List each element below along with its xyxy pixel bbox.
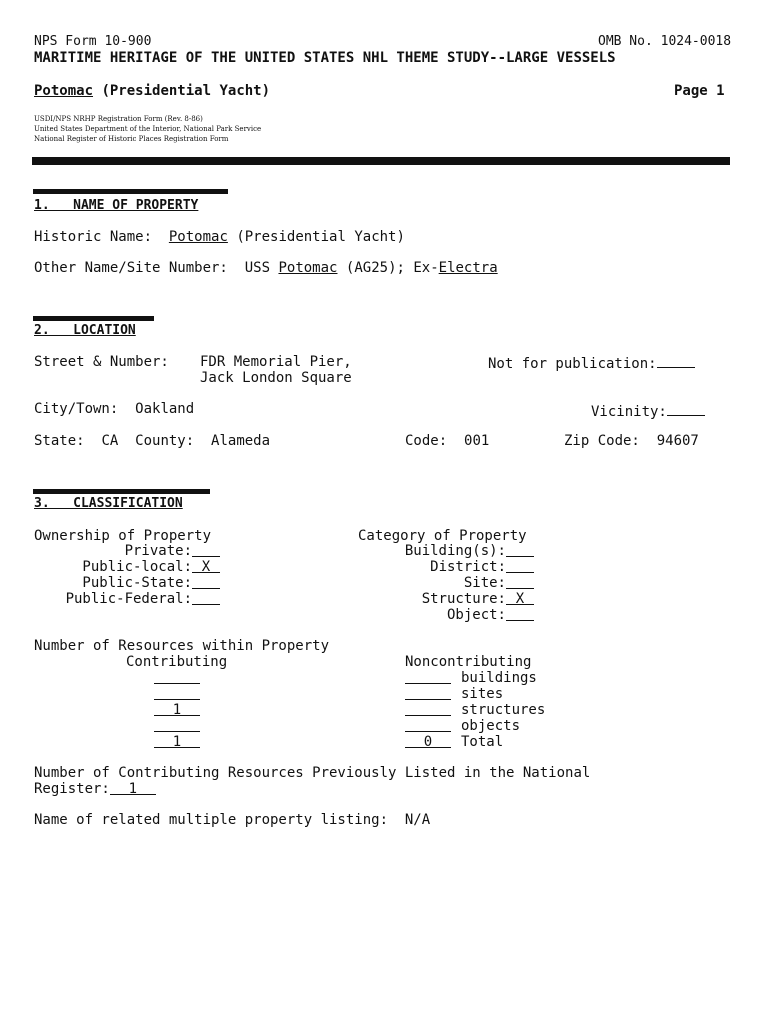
contributing-buildings: [154, 670, 200, 684]
street-line-1: FDR Memorial Pier,: [200, 354, 352, 370]
zip-value: 94607: [656, 433, 699, 449]
vicinity-field: [667, 402, 705, 416]
vicinity-row: [591, 402, 705, 421]
historic-name-value: Potomac: [168, 229, 228, 245]
not-for-publication-row: [488, 354, 695, 373]
agency-line-1: USDI/NPS NRHP Registration Form (Rev. 8-86): [34, 115, 203, 123]
omb-number: OMB No. 1024-0018: [598, 34, 732, 49]
prev-listed-value: 1: [110, 781, 156, 795]
category-building-field: [506, 543, 534, 557]
contributing-objects: [154, 718, 200, 732]
resource-buildings-label: buildings: [461, 670, 537, 686]
contributing-structures: 1: [154, 702, 200, 716]
code-row: [405, 433, 489, 450]
category-structure-label: Structure:: [421, 591, 506, 607]
section-3-title: 3. CLASSIFICATION: [34, 496, 183, 511]
noncontributing-label: Noncontributing: [405, 654, 532, 670]
property-suffix: (Presidential Yacht): [101, 83, 271, 99]
state-value: CA: [101, 433, 119, 449]
resource-sites-label: sites: [461, 686, 504, 702]
ownership-public-state-field: [192, 575, 220, 589]
related-listing-row: [34, 812, 430, 829]
ownership-public-federal-field: [192, 591, 220, 605]
state-label: State:: [34, 433, 85, 449]
related-listing-value: N/A: [404, 812, 431, 828]
code-value: 001: [464, 433, 490, 449]
not-for-publication-label: Not for publication:: [488, 356, 657, 372]
resource-total-label: Total: [461, 734, 504, 750]
contributing-sites: [154, 686, 200, 700]
category-object-label: Object:: [446, 607, 506, 623]
noncontributing-structures: [405, 702, 451, 716]
other-name-ex: Electra: [438, 260, 498, 276]
other-name-value: Potomac: [278, 260, 338, 276]
section-1-title: 1. NAME OF PROPERTY: [34, 198, 199, 213]
section-3-bar: [33, 489, 210, 494]
ownership-public-local-label: Public-local:: [82, 559, 192, 575]
resource-objects-label: objects: [461, 718, 521, 734]
category-site-field: [506, 575, 534, 589]
category-site-label: Site:: [463, 575, 506, 591]
noncontributing-objects: [405, 718, 451, 732]
prev-listed-row: [34, 781, 156, 798]
ownership-public-local-field: X: [192, 559, 220, 573]
ownership-public-federal-label: Public-Federal:: [65, 591, 192, 607]
state-row: [34, 433, 270, 450]
other-name-mid: (AG25); Ex-: [345, 260, 439, 276]
ownership-public-state-label: Public-State:: [82, 575, 192, 591]
prev-listed-label: Register:: [34, 781, 110, 797]
agency-line-3: National Register of Historic Places Registration Form: [34, 135, 229, 143]
historic-name-label: Historic Name:: [34, 229, 153, 245]
study-title: MARITIME HERITAGE OF THE UNITED STATES NHL THEME STUDY--LARGE VESSELS: [34, 50, 616, 66]
contributing-total: 1: [154, 734, 200, 748]
property-name: Potomac: [34, 83, 94, 99]
street-label: Street & Number:: [34, 354, 169, 370]
ownership-title: Ownership of Property: [34, 528, 212, 544]
other-name-row: [34, 260, 498, 277]
code-label: Code:: [405, 433, 448, 449]
contributing-label: Contributing: [126, 654, 228, 670]
noncontributing-buildings: [405, 670, 451, 684]
category-title: Category of Property: [358, 528, 527, 544]
category-district-label: District:: [430, 559, 506, 575]
city-row: [34, 401, 194, 418]
related-listing-label: Name of related multiple property listing:: [34, 812, 389, 828]
city-label: City/Town:: [34, 401, 119, 417]
other-name-label: Other Name/Site Number:: [34, 260, 228, 276]
zip-label: Zip Code:: [564, 433, 640, 449]
other-name-prefix: USS: [244, 260, 271, 276]
street-line-2: Jack London Square: [200, 370, 352, 386]
category-structure-field: X: [506, 591, 534, 605]
resources-title: Number of Resources within Property: [34, 638, 330, 654]
property-heading: [34, 83, 270, 100]
section-1-bar: [33, 189, 228, 194]
section-2-title: 2. LOCATION: [34, 323, 136, 338]
prev-listed-line-1: Number of Contributing Resources Previously Listed in the National: [34, 765, 591, 781]
zip-row: [564, 433, 699, 450]
page-label: Page 1: [674, 83, 725, 99]
historic-name-suffix: (Presidential Yacht): [236, 229, 405, 245]
category-object-field: [506, 607, 534, 621]
agency-line-2: United States Department of the Interior, National Park Service: [34, 125, 262, 133]
category-district-field: [506, 559, 534, 573]
city-value: Oakland: [135, 401, 195, 417]
section-2-bar: [33, 316, 154, 321]
noncontributing-sites: [405, 686, 451, 700]
form-number: NPS Form 10-900: [34, 34, 152, 49]
category-building-label: Building(s):: [404, 543, 506, 559]
noncontributing-total: 0: [405, 734, 451, 748]
county-label: County:: [135, 433, 195, 449]
ownership-private-label: Private:: [124, 543, 192, 559]
resource-structures-label: structures: [461, 702, 546, 718]
historic-name-row: [34, 229, 405, 246]
ownership-private-field: [192, 543, 220, 557]
not-for-publication-field: [657, 354, 695, 368]
county-value: Alameda: [211, 433, 271, 449]
header-divider: [32, 157, 730, 165]
vicinity-label: Vicinity:: [591, 404, 667, 420]
